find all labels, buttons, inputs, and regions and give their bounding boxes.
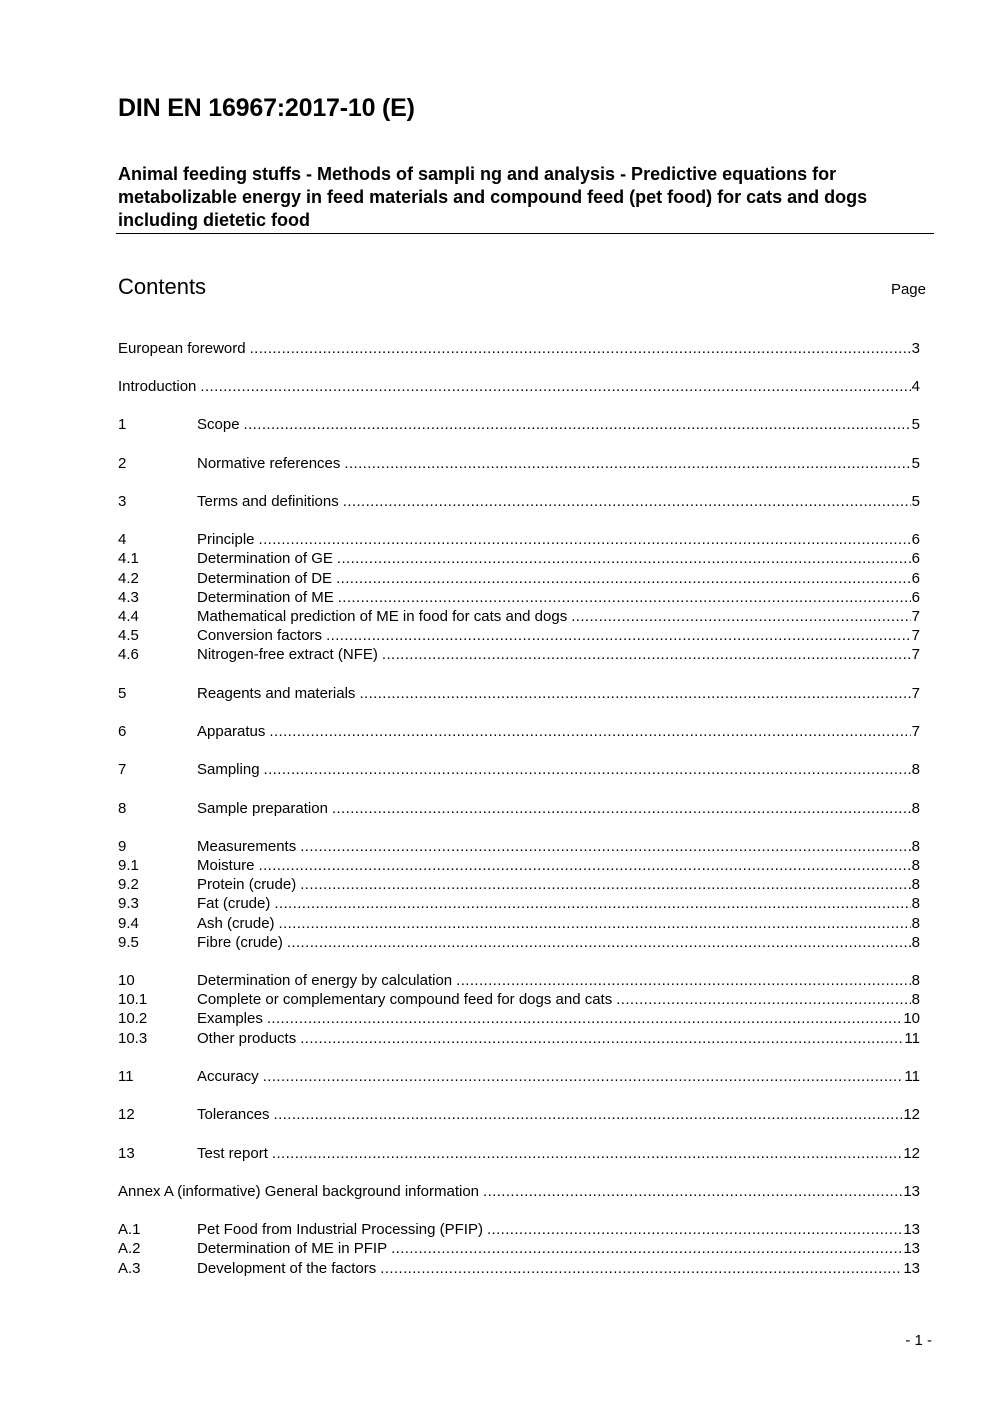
toc-entry-4[interactable]: [118, 530, 920, 549]
toc-entry-text: Mathematical prediction of ME in food for cats and dogs: [197, 608, 568, 625]
toc-entry-number: 8: [118, 800, 127, 817]
toc-entry-text: Introduction: [118, 378, 197, 395]
toc-entry-9-5[interactable]: [118, 933, 920, 952]
toc-entry-9-1[interactable]: [118, 856, 920, 875]
toc-entry-number: 4: [118, 531, 127, 548]
toc-entry-page: 5: [911, 455, 920, 472]
toc-entry-10-1[interactable]: [118, 990, 920, 1009]
toc-entry-number: 10.2: [118, 1010, 148, 1027]
toc-entry-number: 13: [118, 1145, 135, 1162]
toc-entry-6[interactable]: [118, 722, 920, 741]
toc-leader: [571, 607, 910, 626]
toc-entry-page: 8: [911, 991, 920, 1008]
toc-entry-number: 4.3: [118, 589, 139, 606]
toc-leader: [300, 837, 910, 856]
toc-leader: [259, 856, 911, 875]
toc-entry-page: 7: [911, 646, 920, 663]
toc-entry-number: 9.5: [118, 934, 139, 951]
toc-leader: [326, 626, 911, 645]
toc-entry-5[interactable]: [118, 684, 920, 703]
toc-entry-number: A.1: [118, 1221, 141, 1238]
toc-entry-page: 4: [911, 378, 920, 395]
toc-leader: [274, 894, 910, 913]
toc-leader: [391, 1239, 902, 1258]
toc-entry-page: 8: [911, 972, 920, 989]
toc-entry-number: 10: [118, 972, 135, 989]
toc-entry-number: A.3: [118, 1260, 141, 1277]
toc-entry-10[interactable]: [118, 971, 920, 990]
toc-leader: [338, 588, 911, 607]
toc-entry-4-2[interactable]: [118, 569, 920, 588]
toc-entry-text: Conversion factors: [197, 627, 323, 644]
toc-entry-text: Ash (crude): [197, 915, 275, 932]
toc-entry-4-6[interactable]: [118, 645, 920, 664]
toc-entry-number: 10.3: [118, 1030, 148, 1047]
toc-entry-9-3[interactable]: [118, 894, 920, 913]
toc-entry-10-3[interactable]: [118, 1029, 920, 1048]
toc-entry-10-2[interactable]: [118, 1009, 920, 1028]
toc-entry-text: Tolerances: [197, 1106, 270, 1123]
page-column-heading: Page: [890, 281, 926, 298]
toc-entry-9[interactable]: [118, 837, 920, 856]
toc-entry-page: 11: [904, 1068, 920, 1085]
toc-leader: [337, 549, 911, 568]
toc-entry-number: 11: [118, 1068, 134, 1085]
toc-entry-text: Determination of DE: [197, 570, 333, 587]
toc-entry-13[interactable]: [118, 1144, 920, 1163]
toc-entry-text: Determination of GE: [197, 550, 333, 567]
toc-leader: [456, 971, 911, 990]
toc-entry-number: 9.2: [118, 876, 139, 893]
toc-leader: [344, 454, 910, 473]
toc-entry-number: 9: [118, 838, 127, 855]
toc-entry-text: Pet Food from Industrial Processing (PFIP): [197, 1221, 483, 1238]
toc-entry-page: 5: [911, 416, 920, 433]
toc-entry-page: 6: [911, 589, 920, 606]
toc-entry-a-1[interactable]: [118, 1220, 920, 1239]
toc-entry-introduction[interactable]: [118, 377, 920, 396]
toc-entry-number: 4.4: [118, 608, 139, 625]
toc-leader: [269, 722, 910, 741]
toc-entry-page: 11: [904, 1030, 920, 1047]
toc-entry-page: 13: [903, 1240, 920, 1257]
toc-entry-a-3[interactable]: [118, 1259, 920, 1278]
toc-entry-number: 4.2: [118, 570, 139, 587]
toc-entry-number: 9.1: [118, 857, 139, 874]
toc-entry-text: Normative references: [197, 455, 341, 472]
toc-entry-number: 5: [118, 685, 127, 702]
toc-entry-text: Measurements: [197, 838, 297, 855]
toc-entry-9-2[interactable]: [118, 875, 920, 894]
toc-entry-number: 2: [118, 455, 127, 472]
toc-leader: [274, 1105, 903, 1124]
toc-entry-text: Determination of ME: [197, 589, 334, 606]
toc-leader: [259, 530, 911, 549]
toc-entry-11[interactable]: [118, 1067, 920, 1086]
toc-entry-page: 6: [911, 570, 920, 587]
toc-leader: [483, 1182, 902, 1201]
toc-entry-text: Principle: [197, 531, 255, 548]
toc-entry-page: 8: [911, 895, 920, 912]
toc-entry-text: Nitrogen-free extract (NFE): [197, 646, 378, 663]
toc-entry-page: 8: [911, 800, 920, 817]
toc-entry-8[interactable]: [118, 799, 920, 818]
toc-leader: [200, 377, 910, 396]
toc-entry-number: A.2: [118, 1240, 141, 1257]
contents-heading: Contents: [118, 274, 207, 299]
toc-leader: [616, 990, 910, 1009]
toc-entry-text: Terms and definitions: [197, 493, 339, 510]
toc-entry-page: 3: [911, 340, 920, 357]
toc-entry-number: 7: [118, 761, 127, 778]
toc-leader: [287, 933, 911, 952]
toc-entry-text: European foreword: [118, 340, 246, 357]
toc-entry-page: 8: [911, 838, 920, 855]
toc-entry-text: Other products: [197, 1030, 297, 1047]
toc-entry-page: 8: [911, 857, 920, 874]
toc-entry-text: Scope: [197, 416, 240, 433]
toc-entry-page: 5: [911, 493, 920, 510]
toc-entry-text: Sampling: [197, 761, 260, 778]
toc-leader: [250, 339, 911, 358]
toc-leader: [300, 875, 910, 894]
toc-leader: [267, 1009, 902, 1028]
page-number: - 1 -: [905, 1332, 932, 1349]
toc-entry-page: 7: [911, 723, 920, 740]
toc-entry-2[interactable]: [118, 454, 920, 473]
toc-leader: [332, 799, 911, 818]
toc-entry-number: 9.4: [118, 915, 139, 932]
toc-entry-text: Fibre (crude): [197, 934, 283, 951]
toc-entry-text: Determination of ME in PFIP: [197, 1240, 388, 1257]
toc-entry-page: 8: [911, 915, 920, 932]
toc-entry-number: 1: [118, 416, 127, 433]
toc-leader: [336, 569, 911, 588]
toc-entry-text: Sample preparation: [197, 800, 328, 817]
toc-entry-4-5[interactable]: [118, 626, 920, 645]
toc-leader: [272, 1144, 902, 1163]
toc-entry-text: Apparatus: [197, 723, 266, 740]
toc-entry-number: 4.5: [118, 627, 139, 644]
toc-entry-page: 7: [911, 608, 920, 625]
toc-entry-number: 3: [118, 493, 127, 510]
toc-leader: [300, 1029, 903, 1048]
toc-entry-number: 10.1: [118, 991, 148, 1008]
toc-entry-text: Examples: [197, 1010, 263, 1027]
toc-leader: [382, 645, 911, 664]
toc-entry-number: 4.1: [118, 550, 139, 567]
toc-entry-annex-a[interactable]: [118, 1182, 920, 1201]
toc-entry-text: Moisture: [197, 857, 255, 874]
toc-entry-page: 6: [911, 531, 920, 548]
toc-entry-number: 6: [118, 723, 127, 740]
toc-entry-page: 13: [903, 1221, 920, 1238]
toc-entry-3[interactable]: [118, 492, 920, 511]
toc-entry-text: Accuracy: [197, 1068, 259, 1085]
toc-entry-4-1[interactable]: [118, 549, 920, 568]
toc-entry-page: 7: [911, 685, 920, 702]
toc-entry-page: 13: [903, 1260, 920, 1277]
document-id: DIN EN 16967:2017-10 (E): [118, 94, 415, 122]
toc-entry-text: Complete or complementary compound feed for dogs and cats: [197, 991, 613, 1008]
toc-entry-text: Fat (crude): [197, 895, 271, 912]
toc-entry-page: 8: [911, 934, 920, 951]
toc-entry-1[interactable]: [118, 415, 920, 434]
toc-entry-4-4[interactable]: [118, 607, 920, 626]
toc-leader: [359, 684, 910, 703]
toc-entry-12[interactable]: [118, 1105, 920, 1124]
toc-entry-text: Protein (crude): [197, 876, 297, 893]
toc-entry-number: 12: [118, 1106, 135, 1123]
toc-entry-page: 10: [903, 1010, 920, 1027]
toc-entry-page: 13: [903, 1183, 920, 1200]
toc-entry-page: 6: [911, 550, 920, 567]
toc-entry-page: 12: [903, 1106, 920, 1123]
toc-entry-7[interactable]: [118, 760, 920, 779]
toc-entry-number: 9.3: [118, 895, 139, 912]
toc-entry-text: Reagents and materials: [197, 685, 356, 702]
toc-leader: [244, 415, 911, 434]
toc-leader: [343, 492, 911, 511]
toc-entry-text: Development of the factors: [197, 1260, 377, 1277]
toc-entry-4-3[interactable]: [118, 588, 920, 607]
toc-entry-page: 7: [911, 627, 920, 644]
toc-entry-number: 4.6: [118, 646, 139, 663]
document-title: Animal feeding stuffs - Methods of sampli ng and analysis - Predictive equations for metabolizable energy in feed materials and compound feed (pet food) for cats and dogs including dietetic food: [118, 164, 868, 230]
toc-leader: [264, 760, 911, 779]
toc-entry-page: 12: [903, 1145, 920, 1162]
toc-leader: [263, 1067, 904, 1086]
toc-entry-european-foreword[interactable]: [118, 339, 920, 358]
title-divider: [116, 233, 934, 234]
toc-entry-page: 8: [911, 876, 920, 893]
toc-leader: [380, 1259, 902, 1278]
toc-leader: [279, 914, 911, 933]
toc-entry-text: Annex A (informative) General background information: [118, 1183, 480, 1200]
toc-entry-text: Test report: [197, 1145, 268, 1162]
toc-entry-9-4[interactable]: [118, 914, 920, 933]
toc-leader: [487, 1220, 902, 1239]
toc-entry-a-2[interactable]: [118, 1239, 920, 1258]
toc-entry-text: Determination of energy by calculation: [197, 972, 453, 989]
toc-entry-page: 8: [911, 761, 920, 778]
